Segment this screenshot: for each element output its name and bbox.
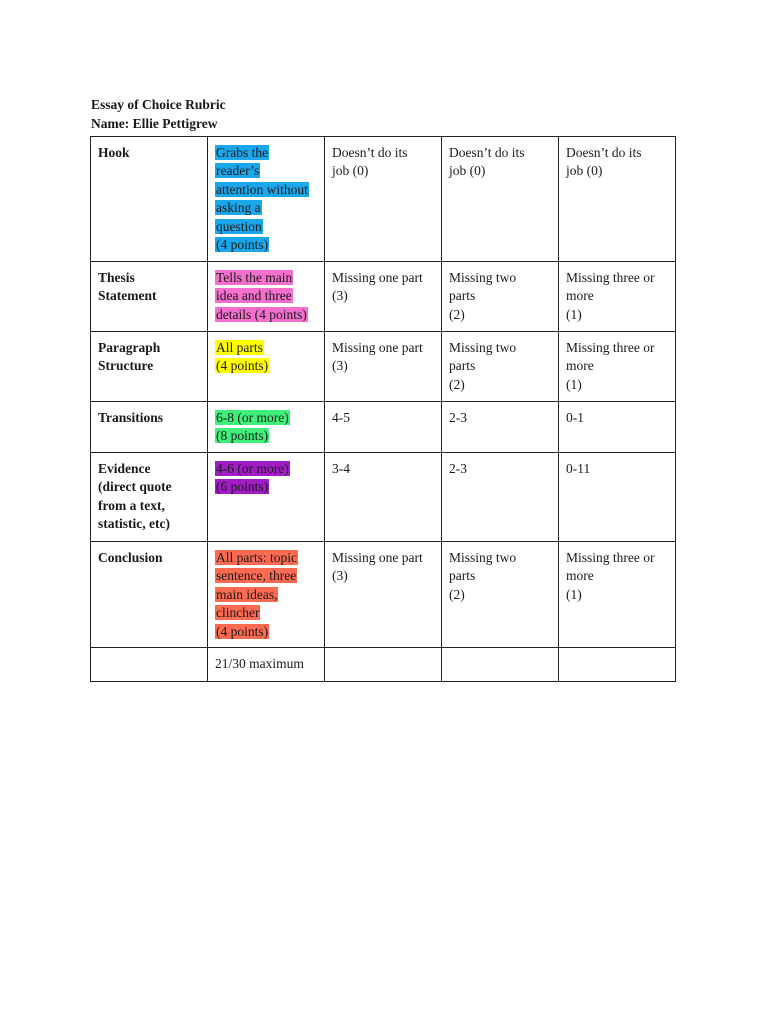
top-score-cell — [208, 453, 325, 542]
empty-cell — [442, 648, 559, 682]
document-title: Essay of Choice Rubric — [91, 97, 226, 112]
criterion-cell: Paragraph Structure — [91, 332, 208, 402]
highlighted-top-score: Grabs the reader’s attention without asking a question (4 points) — [216, 145, 308, 253]
criterion-cell: Conclusion — [91, 542, 208, 648]
top-score-cell — [208, 262, 325, 332]
score-cell: Missing one part (3) — [325, 262, 442, 332]
top-score-cell — [208, 542, 325, 648]
empty-cell — [325, 648, 442, 682]
score-cell: 2-3 — [442, 453, 559, 542]
rubric-row-conclusion — [91, 542, 676, 648]
score-cell: Doesn’t do its job (0) — [559, 137, 676, 262]
score-cell: Missing one part (3) — [325, 542, 442, 648]
criterion-cell: Transitions — [91, 402, 208, 453]
score-cell: Missing two parts (2) — [442, 262, 559, 332]
top-score-cell — [208, 332, 325, 402]
score-cell: Missing two parts (2) — [442, 542, 559, 648]
score-cell: Missing one part (3) — [325, 332, 442, 402]
rubric-row-transitions — [91, 402, 676, 453]
score-cell: 0-11 — [559, 453, 676, 542]
top-score-cell — [208, 402, 325, 453]
score-cell: 0-1 — [559, 402, 676, 453]
criterion-cell: Hook — [91, 137, 208, 262]
document-header — [91, 95, 226, 133]
highlighted-top-score: Tells the main idea and three details (4 points) — [216, 270, 307, 322]
score-cell: Doesn’t do its job (0) — [325, 137, 442, 262]
rubric-row-hook — [91, 137, 676, 262]
score-cell: Missing three or more (1) — [559, 332, 676, 402]
score-cell: Missing two parts (2) — [442, 332, 559, 402]
empty-cell — [559, 648, 676, 682]
student-name: Name: Ellie Pettigrew — [91, 116, 218, 131]
highlighted-top-score: All parts (4 points) — [216, 340, 269, 374]
highlighted-top-score: 4-6 (or more) (6 points) — [216, 461, 289, 495]
score-cell: Missing three or more (1) — [559, 262, 676, 332]
rubric-row-paragraph-structure — [91, 332, 676, 402]
rubric-total-row — [91, 648, 676, 682]
criterion-cell: Evidence (direct quote from a text, statistic, etc) — [91, 453, 208, 542]
score-cell: 2-3 — [442, 402, 559, 453]
rubric-row-evidence — [91, 453, 676, 542]
score-cell: 3-4 — [325, 453, 442, 542]
total-score-cell — [208, 648, 325, 682]
highlighted-top-score: All parts: topic sentence, three main ideas, clincher (4 points) — [216, 550, 297, 639]
score-cell: 4-5 — [325, 402, 442, 453]
highlighted-top-score: 6-8 (or more) (8 points) — [216, 410, 289, 444]
score-cell: Missing three or more (1) — [559, 542, 676, 648]
criterion-cell: Thesis Statement — [91, 262, 208, 332]
total-score: 21/30 maximum — [215, 656, 304, 672]
rubric-row-thesis — [91, 262, 676, 332]
top-score-cell — [208, 137, 325, 262]
score-cell: Doesn’t do its job (0) — [442, 137, 559, 262]
empty-cell — [91, 648, 208, 682]
rubric-table — [90, 136, 676, 682]
